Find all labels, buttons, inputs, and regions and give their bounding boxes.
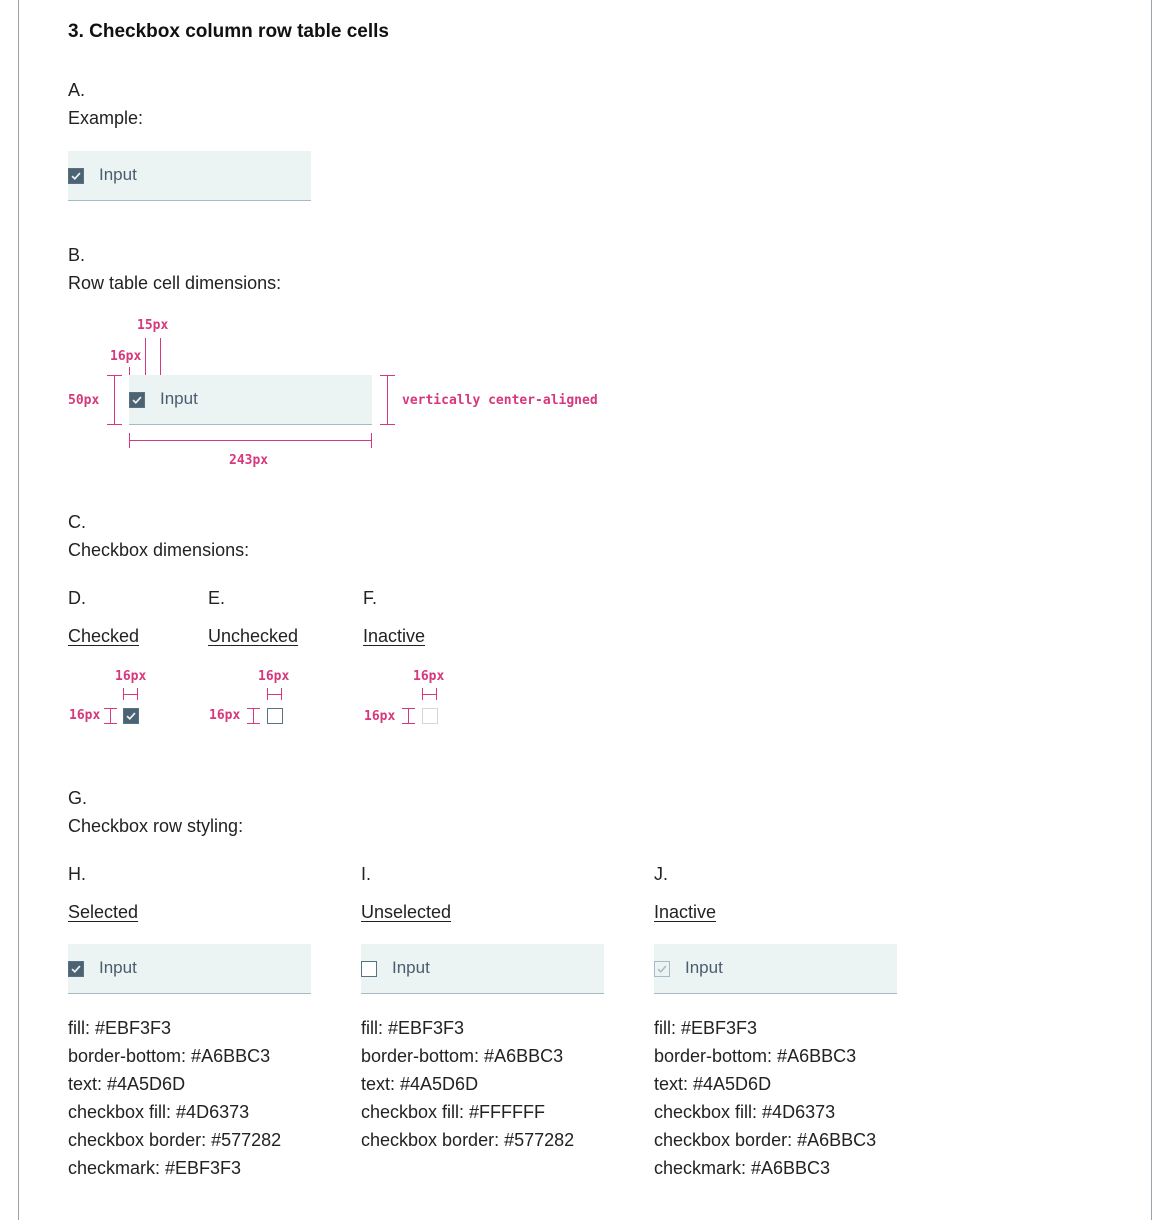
section-j-letter: J. — [654, 864, 669, 884]
dim-line — [129, 433, 130, 448]
spec-line: border-bottom: #A6BBC3 — [68, 1046, 271, 1066]
dim-line — [267, 688, 268, 700]
dim-line — [281, 688, 282, 700]
dim-line — [104, 708, 117, 709]
section-e-letter: E. — [208, 588, 226, 608]
dim-line — [422, 688, 423, 700]
dim-line — [110, 709, 111, 724]
dim-line — [380, 424, 395, 425]
checked-checkbox-icon[interactable] — [68, 961, 84, 977]
inactive-heading: Inactive — [363, 626, 426, 646]
unselected-specs — [361, 1014, 574, 1154]
checked-checkbox-icon[interactable] — [68, 168, 84, 184]
section-d-letter: D. — [68, 588, 86, 608]
inactive-specs — [654, 1014, 876, 1182]
section-title: 3. Checkbox column row table cells — [68, 21, 389, 42]
dim-label-height: 16px — [364, 709, 396, 724]
dim-line — [107, 375, 122, 376]
dim-label-15px: 15px — [137, 318, 169, 333]
spec-line: border-bottom: #A6BBC3 — [654, 1046, 857, 1066]
vertical-center-note: vertically center-aligned — [402, 393, 598, 408]
dim-line — [247, 723, 260, 724]
spec-line: border-bottom: #A6BBC3 — [361, 1046, 564, 1066]
dimension-row-label: Input — [160, 389, 198, 408]
checked-checkbox-icon[interactable] — [129, 392, 145, 408]
unselected-row-label: Input — [392, 958, 430, 977]
spec-line: text: #4A5D6D — [361, 1074, 479, 1094]
checked-checkbox-icon[interactable] — [123, 708, 139, 724]
section-c-title: Checkbox dimensions: — [68, 540, 250, 560]
unselected-heading: Unselected — [361, 902, 452, 922]
inactive-row-label: Input — [685, 958, 723, 977]
dim-line — [436, 688, 437, 700]
dim-label-width: 16px — [115, 669, 147, 684]
dim-line — [387, 376, 388, 425]
dim-line — [104, 723, 117, 724]
section-g-letter: G. — [68, 788, 88, 808]
dim-label-width: 16px — [258, 669, 290, 684]
dim-label-width: 16px — [413, 669, 445, 684]
section-b-letter: B. — [68, 245, 86, 265]
dim-line — [371, 433, 372, 448]
section-a-title: Example: — [68, 108, 144, 128]
unchecked-heading: Unchecked — [208, 626, 299, 646]
unchecked-checkbox-icon[interactable] — [361, 961, 377, 977]
selected-row-cell[interactable] — [68, 944, 311, 994]
unselected-row-cell[interactable] — [361, 944, 604, 994]
section-i-letter: I. — [361, 864, 372, 884]
spec-line: checkmark: #EBF3F3 — [68, 1158, 242, 1178]
dim-label-height: 16px — [69, 708, 101, 723]
spec-line: text: #4A5D6D — [68, 1074, 186, 1094]
inactive-checked-checkbox-icon — [654, 961, 670, 977]
spec-line: checkmark: #A6BBC3 — [654, 1158, 831, 1178]
spec-line: checkbox fill: #4D6373 — [68, 1102, 250, 1122]
section-a-letter: A. — [68, 80, 86, 100]
dim-line — [402, 723, 415, 724]
dim-line — [380, 375, 395, 376]
spec-line: checkbox border: #577282 — [68, 1130, 282, 1150]
dim-line — [422, 694, 437, 695]
section-h-letter: H. — [68, 864, 86, 884]
section-f-letter: F. — [363, 588, 378, 608]
dim-line — [123, 688, 124, 700]
dim-line — [253, 709, 254, 724]
selected-row-label: Input — [99, 958, 137, 977]
dimension-row-cell[interactable] — [129, 375, 372, 425]
spec-line: fill: #EBF3F3 — [654, 1018, 758, 1038]
dim-line — [129, 440, 372, 441]
dim-line — [408, 709, 409, 724]
inactive-row-heading: Inactive — [654, 902, 717, 922]
inactive-checkbox-icon — [422, 708, 438, 724]
dim-line — [114, 376, 115, 425]
spec-line: checkbox fill: #FFFFFF — [361, 1102, 546, 1122]
selected-specs — [68, 1014, 281, 1182]
selected-heading: Selected — [68, 902, 139, 922]
spec-line: fill: #EBF3F3 — [68, 1018, 172, 1038]
section-b-title: Row table cell dimensions: — [68, 273, 282, 293]
dim-line — [267, 694, 282, 695]
spec-line: checkbox border: #577282 — [361, 1130, 575, 1150]
dim-label-height: 16px — [209, 708, 241, 723]
spec-line: checkbox fill: #4D6373 — [654, 1102, 836, 1122]
example-row-cell[interactable] — [68, 151, 311, 201]
example-row-label: Input — [99, 165, 137, 184]
section-c-letter: C. — [68, 512, 86, 532]
dim-line — [402, 708, 415, 709]
dim-line — [137, 688, 138, 700]
dim-line — [107, 424, 122, 425]
spec-line: fill: #EBF3F3 — [361, 1018, 465, 1038]
spec-line: checkbox border: #A6BBC3 — [654, 1130, 877, 1150]
inactive-row-cell — [654, 944, 897, 994]
dim-label-243px: 243px — [229, 453, 269, 468]
checked-heading: Checked — [68, 626, 140, 646]
dim-line — [247, 708, 260, 709]
unchecked-checkbox-icon[interactable] — [267, 708, 283, 724]
dim-label-16px: 16px — [110, 349, 142, 364]
dim-line — [123, 694, 138, 695]
dim-label-50px: 50px — [68, 393, 100, 408]
spec-line: text: #4A5D6D — [654, 1074, 772, 1094]
section-g-title: Checkbox row styling: — [68, 816, 244, 836]
